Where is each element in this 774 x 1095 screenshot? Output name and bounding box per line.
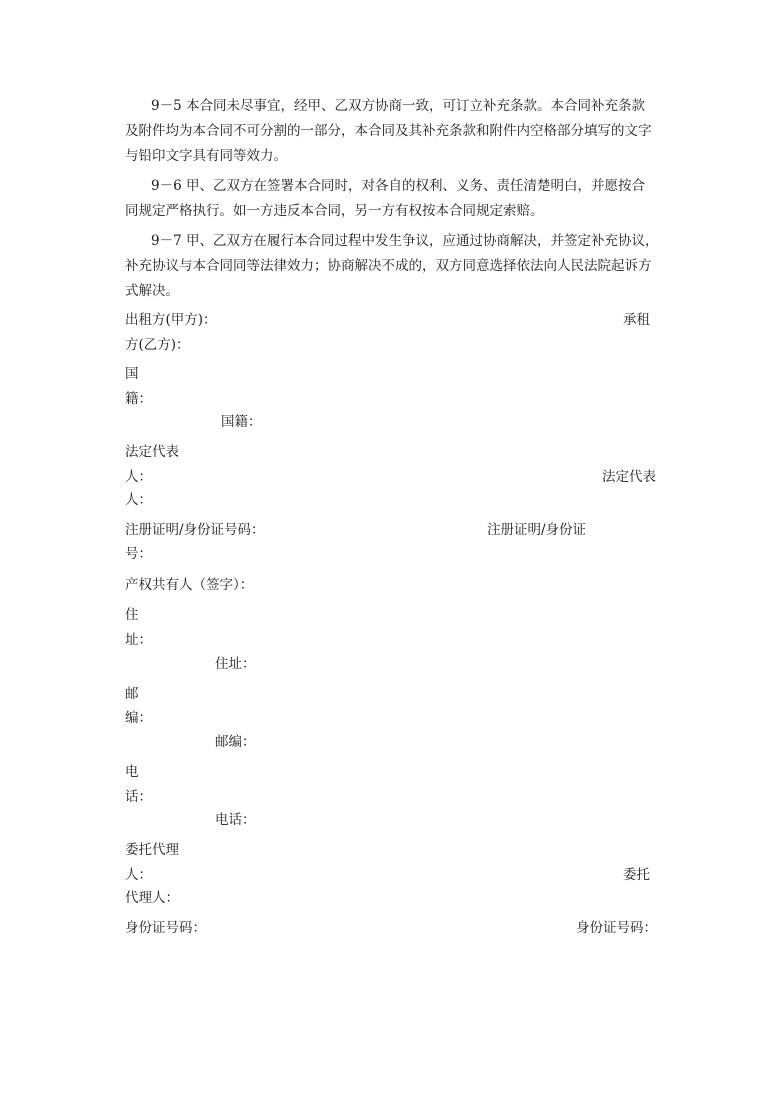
clause-9-6-line-1: 9－6 甲、乙双方在签署本合同时，对各自的权利、义务、责任清楚明白，并愿按合 [151,178,645,194]
postcode-b: 邮编： [215,734,256,750]
clause-9-5-line-1: 9－5 本合同未尽事宜，经甲、乙双方协商一致，可订立补充条款。本合同补充条款 [151,98,645,114]
address-a-part2: 址： [125,632,152,648]
phone-a-part2: 话： [125,789,152,805]
agent-a-part2: 人： [125,867,152,883]
clause-9-5-line-3: 与铅印文字具有同等效力。 [125,148,287,164]
lessee-label-part1: 承租 [623,312,650,328]
address-b: 住址： [215,656,256,672]
clause-9-7-line-1: 9－7 甲、乙双方在履行本合同过程中发生争议，应通过协商解决，并签定补充协议， [151,233,659,249]
postcode-a-part2: 编： [125,710,152,726]
clause-9-6-line-2: 同规定严格执行。如一方违反本合同，另一方有权按本合同规定索赔。 [125,203,544,219]
legal-rep-a-part1: 法定代表 [125,444,179,460]
lessee-label-part2: 方(乙方)： [125,337,190,353]
clause-9-7-line-3: 式解决。 [125,283,179,299]
id-number-b: 身份证号码： [576,920,657,936]
postcode-a-part1: 邮 [125,686,139,702]
address-a-part1: 住 [125,607,139,623]
phone-b: 电话： [215,812,256,828]
reg-id-a: 注册证明/身份证号码： [125,522,265,538]
nationality-a-part1: 国 [125,366,139,382]
reg-id-b-part1: 注册证明/身份证 [487,522,587,538]
legal-rep-b-part2: 人： [125,492,152,508]
legal-rep-a-part2: 人： [125,469,152,485]
id-number-a: 身份证号码： [125,920,206,936]
clause-9-5-line-2: 及附件均为本合同不可分割的一部分，本合同及其补充条款和附件内空格部分填写的文字 [125,123,652,139]
lessor-label: 出租方(甲方)： [125,312,217,328]
nationality-b: 国籍： [221,414,262,430]
co-owner-label: 产权共有人（签字）： [125,577,254,593]
agent-a-part1: 委托代理 [125,842,179,858]
nationality-a-part2: 籍： [125,391,152,407]
legal-rep-b-part1: 法定代表 [602,469,656,485]
agent-b-part2: 代理人： [125,890,179,906]
reg-id-b-part2: 号： [125,546,152,562]
phone-a-part1: 电 [125,764,139,780]
agent-b-part1: 委托 [623,867,650,883]
clause-9-7-line-2: 补充协议与本合同同等法律效力；协商解决不成的，双方同意选择依法向人民法院起诉方 [125,258,652,274]
